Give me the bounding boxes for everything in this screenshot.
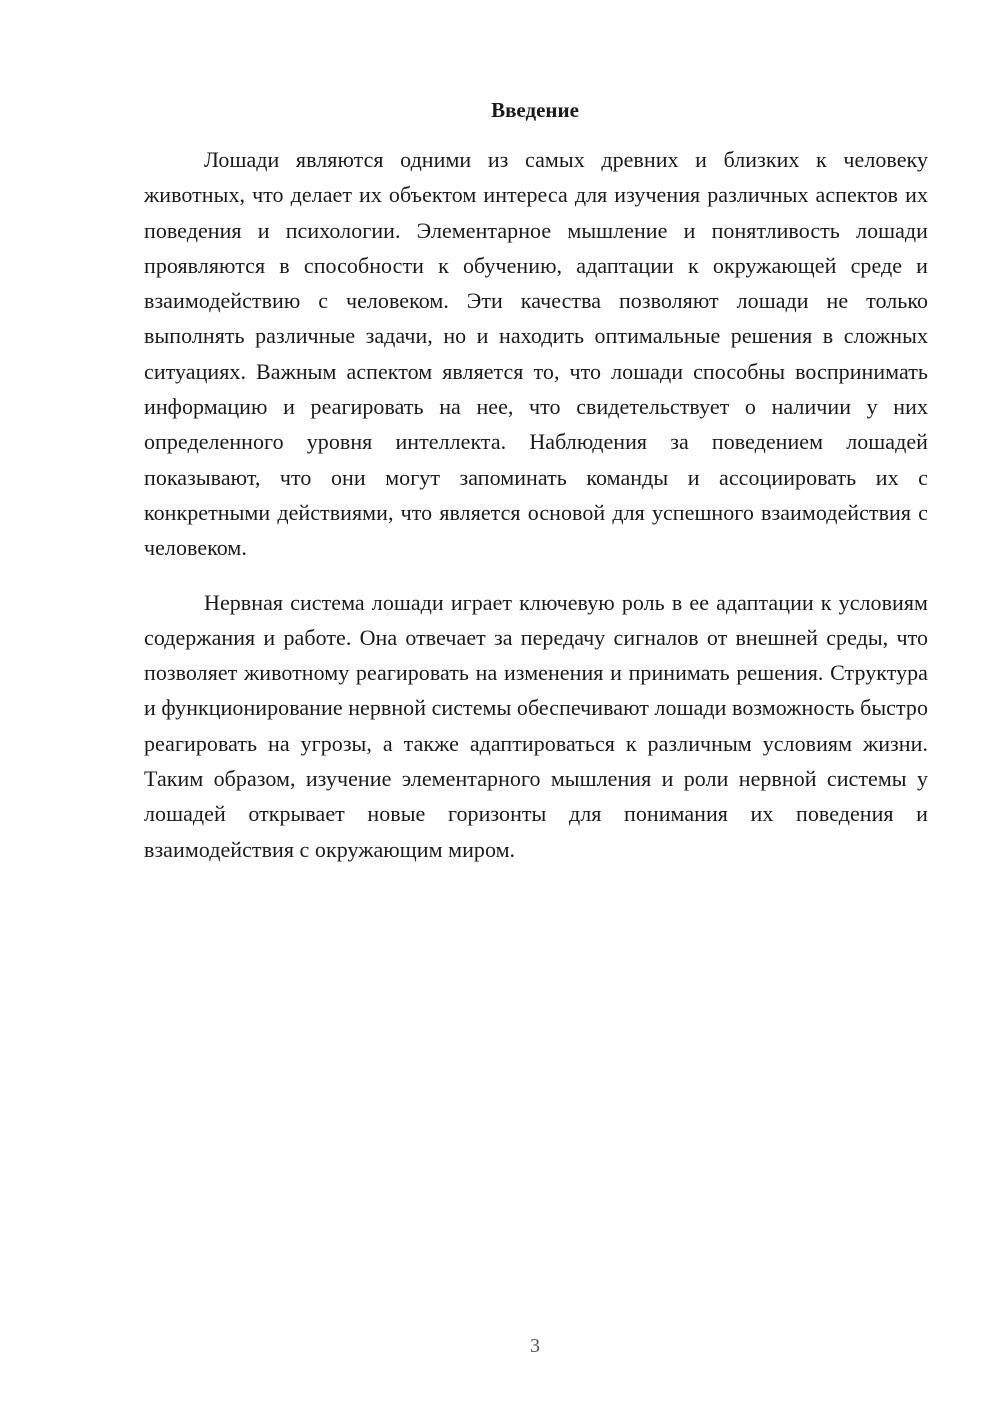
section-heading: Введение bbox=[491, 98, 579, 122]
paragraph-intro: Лошади являются одними из самых древних и близких к человеку животных, что делает их объектом интереса для изучения различных аспектов их поведения и психологии. Элементарное мышление и понятливость лошади проявляются в способности к обучению, адаптации к окружающей среде и взаимодействию с человеком. Эти качества позволяют лошади не только выполнять различные задачи, но и находить оптимальные решения в сложных ситуациях. Важным аспектом является то, что лошади способны воспринимать информацию и реагировать на нее, что свидетельствует о наличии у них определенного уровня интеллекта. Наблюдения за поведением лошадей показывают, что они могут запоминать команды и ассоциировать их с конкретными действиями, что является основой для успешного взаимодействия с человеком. bbox=[144, 147, 928, 561]
paragraph-nervous-system: Нервная система лошади играет ключевую роль в ее адаптации к условиям содержания и работе. Она отвечает за передачу сигналов от внешней среды, что позволяет животному реагировать на изменения и принимать решения. Структура и функционирование нервной системы обеспечивают лошади возможность быстро реагировать на угрозы, а также адаптироваться к различным условиям жизни. Таким образом, изучение элементарного мышления и роли нервной системы у лошадей открывает новые горизонты для понимания их поведения и взаимодействия с окружающим миром. bbox=[144, 589, 928, 862]
page-number: 3 bbox=[530, 1335, 540, 1357]
body-text bbox=[144, 142, 928, 867]
